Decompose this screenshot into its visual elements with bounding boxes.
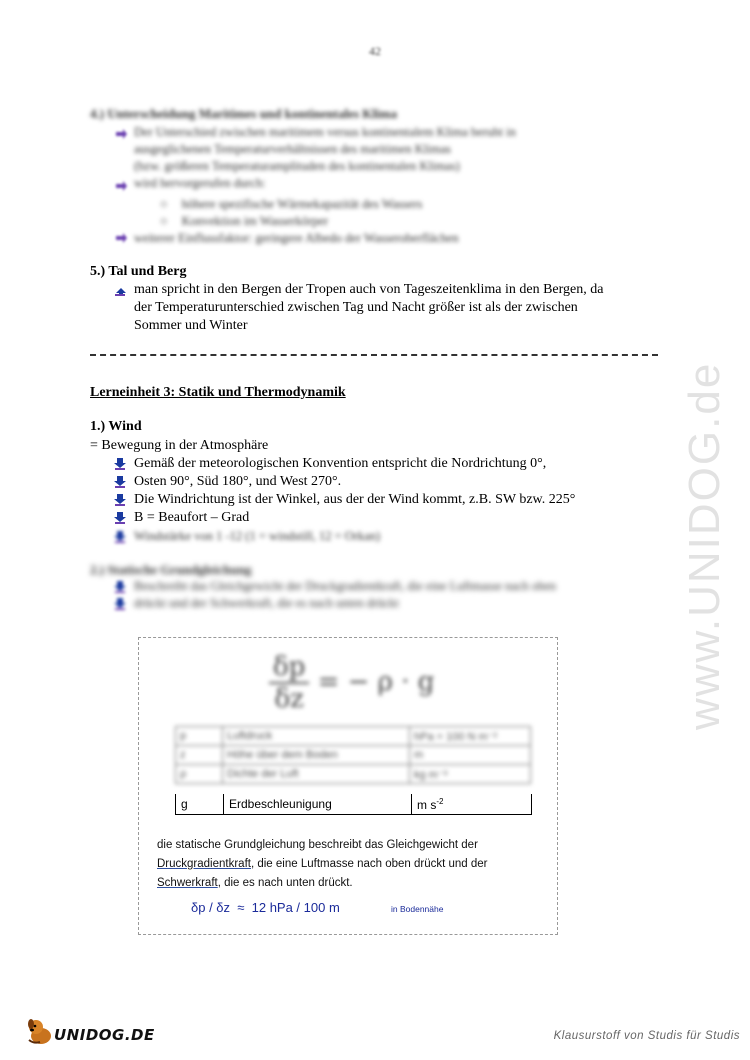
table-row — [176, 794, 532, 815]
formula-fraction — [269, 652, 309, 714]
arrow-bullet-icon — [114, 458, 126, 469]
wind-bullet-blurred: Windstärke von 1 -12 (1 = windstill, 12 = Orkan) — [134, 529, 381, 543]
wind-bullet: Gemäß der meteorologischen Konvention entspricht die Nordrichtung 0°, — [134, 456, 547, 471]
dashed-divider — [90, 354, 658, 356]
section5-line: Sommer und Winter — [134, 318, 248, 333]
table-row: z Höhe über dem Boden m — [176, 746, 531, 765]
approximation: δp / δz ≈ 12 hPa / 100 m — [191, 900, 340, 915]
section5-line: der Temperaturunterschied zwischen Tag und Nacht größer ist als der zwischen — [134, 300, 578, 315]
g-row-table — [175, 794, 532, 815]
g-unit: m $s^{-2}$ — [412, 794, 532, 815]
druckgradientkraft-term: Druckgradientkraft — [157, 858, 251, 870]
hydrostatic-figure — [138, 637, 558, 935]
section4-line: ausgeglichenen Temperaturverhältnissen des maritimen Klimas — [134, 142, 451, 156]
wind-heading: 1.) Wind — [90, 419, 142, 434]
section4 — [90, 106, 397, 122]
footer-tagline: Klausurstoff von Studis für Studis — [553, 1030, 740, 1042]
wind-bullet: Die Windrichtung ist der Winkel, aus der der Wind kommt, z.B. SW bzw. 225° — [134, 492, 576, 507]
sub-item: ○ höhere spezifische Wärmekapazität des Wassers — [160, 197, 423, 211]
section5-body — [134, 281, 674, 335]
footer-logo — [22, 1016, 162, 1050]
table-row: ρ Dichte der Luft kg m⁻³ — [176, 765, 531, 784]
section4-last: weiterer Einflussfaktor: geringere Albedo der Wasseroberflächen — [134, 231, 459, 245]
figure-blurred-top — [139, 638, 557, 794]
statik-line: Beschreibt das Gleichgewicht der Druckgradientkraft, die eine Luftmasse nach oben — [134, 579, 557, 593]
circle-bullet-icon: ○ — [160, 214, 168, 228]
approximation-note: in Bodennähe — [391, 904, 444, 914]
statik-heading: 2.) Statische Grundgleichung — [90, 562, 252, 577]
wind-definition: = Bewegung in der Atmosphäre — [90, 438, 269, 453]
section4-bullet-icons — [114, 128, 128, 248]
schwerkraft-term: Schwerkraft — [157, 877, 218, 889]
wind-bullet-icons — [113, 457, 127, 537]
sub-item: ○ Konvektion im Wasserkörper — [160, 214, 329, 228]
arrow-bullet-icon — [113, 530, 127, 544]
statik-line: drückt und der Schwerkraft, die es nach unten drückt — [134, 596, 399, 610]
arrow-bullet-icon — [113, 283, 127, 297]
section4-line: (bzw. größeren Temperaturamplituden des kontinentalen Klimas) — [134, 159, 460, 173]
circle-bullet-icon: ○ — [160, 197, 168, 211]
brand-name: UNIDOG.DE — [54, 1026, 155, 1044]
section4-sublist — [160, 196, 422, 230]
wind-bullet: B = Beaufort – Grad — [134, 510, 250, 525]
watermark: www.UNIDOG.de — [680, 361, 729, 730]
formula-rhs: = − ρ · g — [317, 667, 435, 697]
g-symbol: g — [176, 794, 224, 815]
formula-numerator: δp — [269, 652, 309, 684]
wind-bullets — [134, 455, 694, 527]
variables-table — [175, 726, 531, 784]
figure-description: die statische Grundgleichung beschreibt das Gleichgewicht der Druckgradientkraft, die eine Luftmasse nach oben drückt und der Schwerkraft, die es nach unten drückt. — [157, 839, 488, 889]
section4-body — [134, 124, 634, 192]
hydrostatic-formula — [269, 652, 434, 714]
wind-bullet: Osten 90°, Süd 180°, und West 270°. — [134, 474, 342, 489]
table-row: p Luftdruck hPa = 100 N m⁻² — [176, 727, 531, 746]
page-number: 42 — [369, 44, 381, 58]
section5-line: man spricht in den Bergen der Tropen auch von Tageszeitenklima in den Bergen, da — [134, 282, 604, 297]
section4-line: Der Unterschied zwischen maritimem versus kontinentalem Klima beruht in — [134, 125, 516, 139]
statik-bullet-icons — [113, 580, 127, 612]
dog-mascot-icon — [26, 1016, 54, 1046]
section4-line: wird hervorgerufen durch: — [134, 176, 266, 190]
section5-heading: 5.) Tal und Berg — [90, 264, 187, 279]
lerneinheit-title: Lerneinheit 3: Statik und Thermodynamik — [90, 385, 346, 400]
formula-denominator: δz — [274, 684, 304, 714]
section4-heading: 4.) Unterscheidung Maritimes und kontinentales Klima — [90, 106, 397, 121]
statik-body — [134, 578, 654, 612]
g-name: Erdbeschleunigung — [224, 794, 412, 815]
